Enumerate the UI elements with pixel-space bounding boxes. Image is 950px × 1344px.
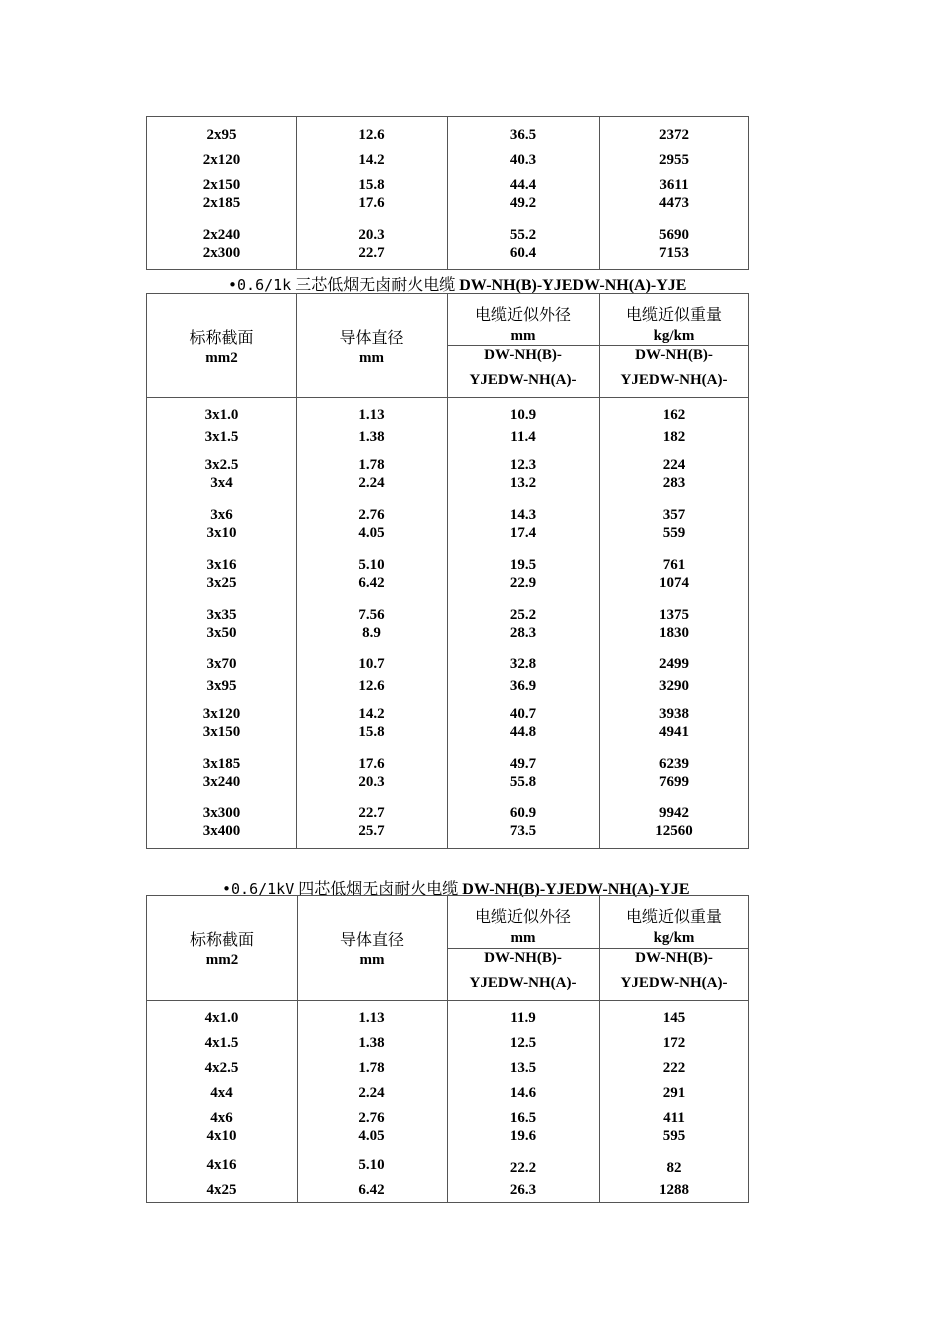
cell-weight: 182 bbox=[662, 429, 686, 445]
cell-conductor-diameter: 25.7 bbox=[358, 823, 385, 839]
cell-conductor-diameter: 6.42 bbox=[358, 575, 385, 591]
header-nominal-section: 标称截面 bbox=[189, 330, 254, 347]
title-model: DW-NH(B)-YJEDW-NH(A)-YJE bbox=[462, 881, 690, 898]
cell-conductor-diameter: 1.78 bbox=[358, 457, 385, 473]
cell-weight: 2955 bbox=[659, 152, 689, 168]
cell-outer-diameter: 49.2 bbox=[509, 195, 537, 211]
cell-weight: 559 bbox=[662, 525, 686, 541]
cell-conductor-diameter: 15.8 bbox=[358, 724, 385, 740]
cell-outer-diameter: 11.4 bbox=[510, 429, 536, 445]
header-outer-diameter-unit: mm bbox=[510, 328, 536, 344]
cell-conductor-diameter: 1.38 bbox=[358, 429, 385, 445]
title-voltage: •0.6/1k bbox=[228, 276, 292, 294]
cell-outer-diameter: 10.9 bbox=[509, 407, 537, 423]
cell-conductor-diameter: 2.24 bbox=[358, 475, 385, 491]
cell-section: 3x35 bbox=[206, 607, 237, 623]
cell-weight: 1375 bbox=[659, 607, 689, 623]
cell-outer-diameter: 55.8 bbox=[509, 774, 537, 790]
title-cn: 四芯低烟无卤耐火电缆 bbox=[298, 881, 459, 898]
cell-weight: 291 bbox=[662, 1085, 686, 1101]
cell-weight: 411 bbox=[663, 1110, 685, 1126]
header-model-line2: YJEDW-NH(A)- bbox=[620, 372, 728, 388]
cell-conductor-diameter: 20.3 bbox=[358, 227, 385, 243]
cell-weight: 761 bbox=[662, 557, 686, 573]
cell-weight: 4473 bbox=[659, 195, 689, 211]
cell-weight: 6239 bbox=[659, 756, 689, 772]
cable-table-four-core bbox=[146, 895, 749, 1203]
cell-outer-diameter: 60.9 bbox=[509, 805, 537, 821]
cell-section: 3x400 bbox=[202, 823, 241, 839]
header-model-line2: YJEDW-NH(A)- bbox=[469, 372, 577, 388]
cell-section: 4x25 bbox=[206, 1182, 237, 1198]
cell-section: 3x25 bbox=[206, 575, 237, 591]
cell-outer-diameter: 26.3 bbox=[509, 1182, 537, 1198]
cell-conductor-diameter: 5.10 bbox=[358, 557, 385, 573]
cell-conductor-diameter: 8.9 bbox=[362, 625, 381, 641]
cell-conductor-diameter: 4.05 bbox=[358, 1128, 385, 1144]
cell-weight: 222 bbox=[662, 1060, 686, 1076]
cell-outer-diameter: 17.4 bbox=[509, 525, 537, 541]
cell-section: 3x95 bbox=[206, 678, 237, 694]
cell-section: 4x1.5 bbox=[204, 1035, 239, 1051]
cell-section: 3x150 bbox=[202, 724, 241, 740]
cell-conductor-diameter: 7.56 bbox=[358, 607, 385, 623]
cell-outer-diameter: 16.5 bbox=[509, 1110, 537, 1126]
cell-section: 3x1.0 bbox=[204, 407, 239, 423]
cell-conductor-diameter: 17.6 bbox=[358, 756, 385, 772]
cell-section: 2x150 bbox=[202, 177, 241, 193]
cell-weight: 9942 bbox=[659, 805, 689, 821]
cell-conductor-diameter: 12.6 bbox=[358, 127, 385, 143]
cell-weight: 283 bbox=[662, 475, 686, 491]
section-title-three-core bbox=[228, 272, 686, 295]
header-outer-diameter-unit: mm bbox=[510, 930, 536, 946]
cell-conductor-diameter: 5.10 bbox=[358, 1157, 385, 1173]
cell-weight: 3611 bbox=[659, 177, 689, 193]
title-cn: 三芯低烟无卤耐火电缆 bbox=[295, 277, 456, 294]
cell-section: 3x16 bbox=[206, 557, 237, 573]
cell-outer-diameter: 40.7 bbox=[509, 706, 537, 722]
cell-section: 2x120 bbox=[202, 152, 241, 168]
header-nominal-section-unit: mm2 bbox=[205, 350, 238, 366]
cell-outer-diameter: 22.2 bbox=[509, 1160, 537, 1176]
cell-conductor-diameter: 22.7 bbox=[358, 245, 385, 261]
header-outer-diameter: 电缆近似外径 bbox=[474, 307, 571, 324]
cell-weight: 2499 bbox=[659, 656, 689, 672]
cell-section: 3x50 bbox=[206, 625, 237, 641]
cell-conductor-diameter: 1.38 bbox=[358, 1035, 385, 1051]
cell-outer-diameter: 14.3 bbox=[509, 507, 537, 523]
cell-outer-diameter: 49.7 bbox=[509, 756, 537, 772]
title-model: DW-NH(B)-YJEDW-NH(A)-YJE bbox=[459, 277, 687, 294]
cell-outer-diameter: 55.2 bbox=[509, 227, 537, 243]
cell-section: 3x1.5 bbox=[204, 429, 239, 445]
cell-section: 3x6 bbox=[210, 507, 233, 523]
cell-section: 4x1.0 bbox=[204, 1010, 239, 1026]
cell-outer-diameter: 28.3 bbox=[509, 625, 537, 641]
header-model-line1: DW-NH(B)- bbox=[484, 347, 562, 363]
header-weight: 电缆近似重量 bbox=[625, 909, 722, 926]
cell-conductor-diameter: 14.2 bbox=[358, 152, 385, 168]
cell-conductor-diameter: 14.2 bbox=[358, 706, 385, 722]
cell-outer-diameter: 11.9 bbox=[510, 1010, 536, 1026]
cell-outer-diameter: 19.6 bbox=[509, 1128, 537, 1144]
cell-weight: 224 bbox=[662, 457, 686, 473]
cable-table-two-core bbox=[146, 116, 749, 270]
cell-conductor-diameter: 1.78 bbox=[358, 1060, 385, 1076]
header-conductor-diameter: 导体直径 bbox=[339, 330, 404, 347]
cell-outer-diameter: 19.5 bbox=[509, 557, 537, 573]
cell-conductor-diameter: 6.42 bbox=[358, 1182, 385, 1198]
header-nominal-section: 标称截面 bbox=[189, 932, 254, 949]
cell-conductor-diameter: 1.13 bbox=[358, 407, 385, 423]
cell-conductor-diameter: 2.76 bbox=[358, 1110, 385, 1126]
header-weight: 电缆近似重量 bbox=[625, 307, 722, 324]
cell-weight: 595 bbox=[662, 1128, 686, 1144]
cell-outer-diameter: 13.5 bbox=[509, 1060, 537, 1076]
cell-outer-diameter: 36.5 bbox=[509, 127, 537, 143]
cable-table-three-core bbox=[146, 293, 749, 849]
cell-section: 4x6 bbox=[210, 1110, 233, 1126]
cell-outer-diameter: 73.5 bbox=[509, 823, 537, 839]
cell-section: 3x2.5 bbox=[204, 457, 239, 473]
header-model-line1: DW-NH(B)- bbox=[635, 347, 713, 363]
cell-conductor-diameter: 1.13 bbox=[358, 1010, 385, 1026]
cell-conductor-diameter: 22.7 bbox=[358, 805, 385, 821]
header-model-line2: YJEDW-NH(A)- bbox=[620, 975, 728, 991]
header-conductor-diameter-unit: mm bbox=[359, 350, 384, 366]
header-model-line2: YJEDW-NH(A)- bbox=[469, 975, 577, 991]
cell-outer-diameter: 22.9 bbox=[509, 575, 537, 591]
cell-conductor-diameter: 17.6 bbox=[358, 195, 385, 211]
cell-outer-diameter: 44.8 bbox=[509, 724, 537, 740]
cell-outer-diameter: 25.2 bbox=[509, 607, 537, 623]
cell-conductor-diameter: 10.7 bbox=[358, 656, 385, 672]
cell-section: 2x300 bbox=[202, 245, 241, 261]
cell-conductor-diameter: 2.76 bbox=[358, 507, 385, 523]
cell-outer-diameter: 40.3 bbox=[509, 152, 537, 168]
cell-section: 3x185 bbox=[202, 756, 241, 772]
cell-weight: 1074 bbox=[659, 575, 689, 591]
cell-weight: 12560 bbox=[655, 823, 693, 839]
cell-outer-diameter: 32.8 bbox=[509, 656, 537, 672]
cell-outer-diameter: 36.9 bbox=[509, 678, 537, 694]
header-conductor-diameter: 导体直径 bbox=[339, 932, 404, 949]
cell-weight: 145 bbox=[662, 1010, 686, 1026]
cell-outer-diameter: 60.4 bbox=[509, 245, 537, 261]
cell-section: 4x10 bbox=[206, 1128, 237, 1144]
cell-section: 3x240 bbox=[202, 774, 241, 790]
cell-weight: 82 bbox=[666, 1160, 682, 1176]
header-nominal-section-unit: mm2 bbox=[205, 952, 239, 968]
cell-weight: 1830 bbox=[659, 625, 689, 641]
cell-weight: 3938 bbox=[659, 706, 689, 722]
cell-outer-diameter: 12.3 bbox=[509, 457, 537, 473]
cell-conductor-diameter: 4.05 bbox=[358, 525, 385, 541]
cell-outer-diameter: 12.5 bbox=[509, 1035, 537, 1051]
cell-conductor-diameter: 2.24 bbox=[358, 1085, 385, 1101]
cell-conductor-diameter: 12.6 bbox=[358, 678, 385, 694]
cell-outer-diameter: 13.2 bbox=[509, 475, 537, 491]
cell-section: 3x4 bbox=[210, 475, 233, 491]
cell-weight: 7699 bbox=[659, 774, 689, 790]
cell-weight: 162 bbox=[662, 407, 686, 423]
cell-weight: 3290 bbox=[659, 678, 689, 694]
header-weight-unit: kg/km bbox=[653, 328, 695, 344]
cell-weight: 1288 bbox=[659, 1182, 689, 1198]
cell-weight: 5690 bbox=[659, 227, 689, 243]
cell-section: 2x185 bbox=[202, 195, 241, 211]
cell-section: 4x2.5 bbox=[204, 1060, 239, 1076]
header-outer-diameter: 电缆近似外径 bbox=[474, 909, 571, 926]
cell-outer-diameter: 14.6 bbox=[509, 1085, 537, 1101]
cell-conductor-diameter: 20.3 bbox=[358, 774, 385, 790]
header-model-line1: DW-NH(B)- bbox=[635, 950, 713, 966]
cell-section: 2x95 bbox=[206, 127, 237, 143]
cell-section: 4x4 bbox=[210, 1085, 233, 1101]
cell-section: 3x10 bbox=[206, 525, 237, 541]
title-voltage: •0.6/1kV bbox=[222, 880, 295, 898]
cell-weight: 357 bbox=[662, 507, 686, 523]
header-weight-unit: kg/km bbox=[653, 930, 695, 946]
header-model-line1: DW-NH(B)- bbox=[484, 950, 562, 966]
cell-weight: 2372 bbox=[659, 127, 689, 143]
cell-section: 2x240 bbox=[202, 227, 241, 243]
cell-section: 3x70 bbox=[206, 656, 237, 672]
cell-section: 4x16 bbox=[206, 1157, 237, 1173]
cell-conductor-diameter: 15.8 bbox=[358, 177, 385, 193]
cell-section: 3x120 bbox=[202, 706, 241, 722]
cell-weight: 4941 bbox=[659, 724, 689, 740]
cell-weight: 7153 bbox=[659, 245, 689, 261]
cell-weight: 172 bbox=[662, 1035, 686, 1051]
cell-outer-diameter: 44.4 bbox=[509, 177, 537, 193]
cell-section: 3x300 bbox=[202, 805, 241, 821]
header-conductor-diameter-unit: mm bbox=[359, 952, 385, 968]
